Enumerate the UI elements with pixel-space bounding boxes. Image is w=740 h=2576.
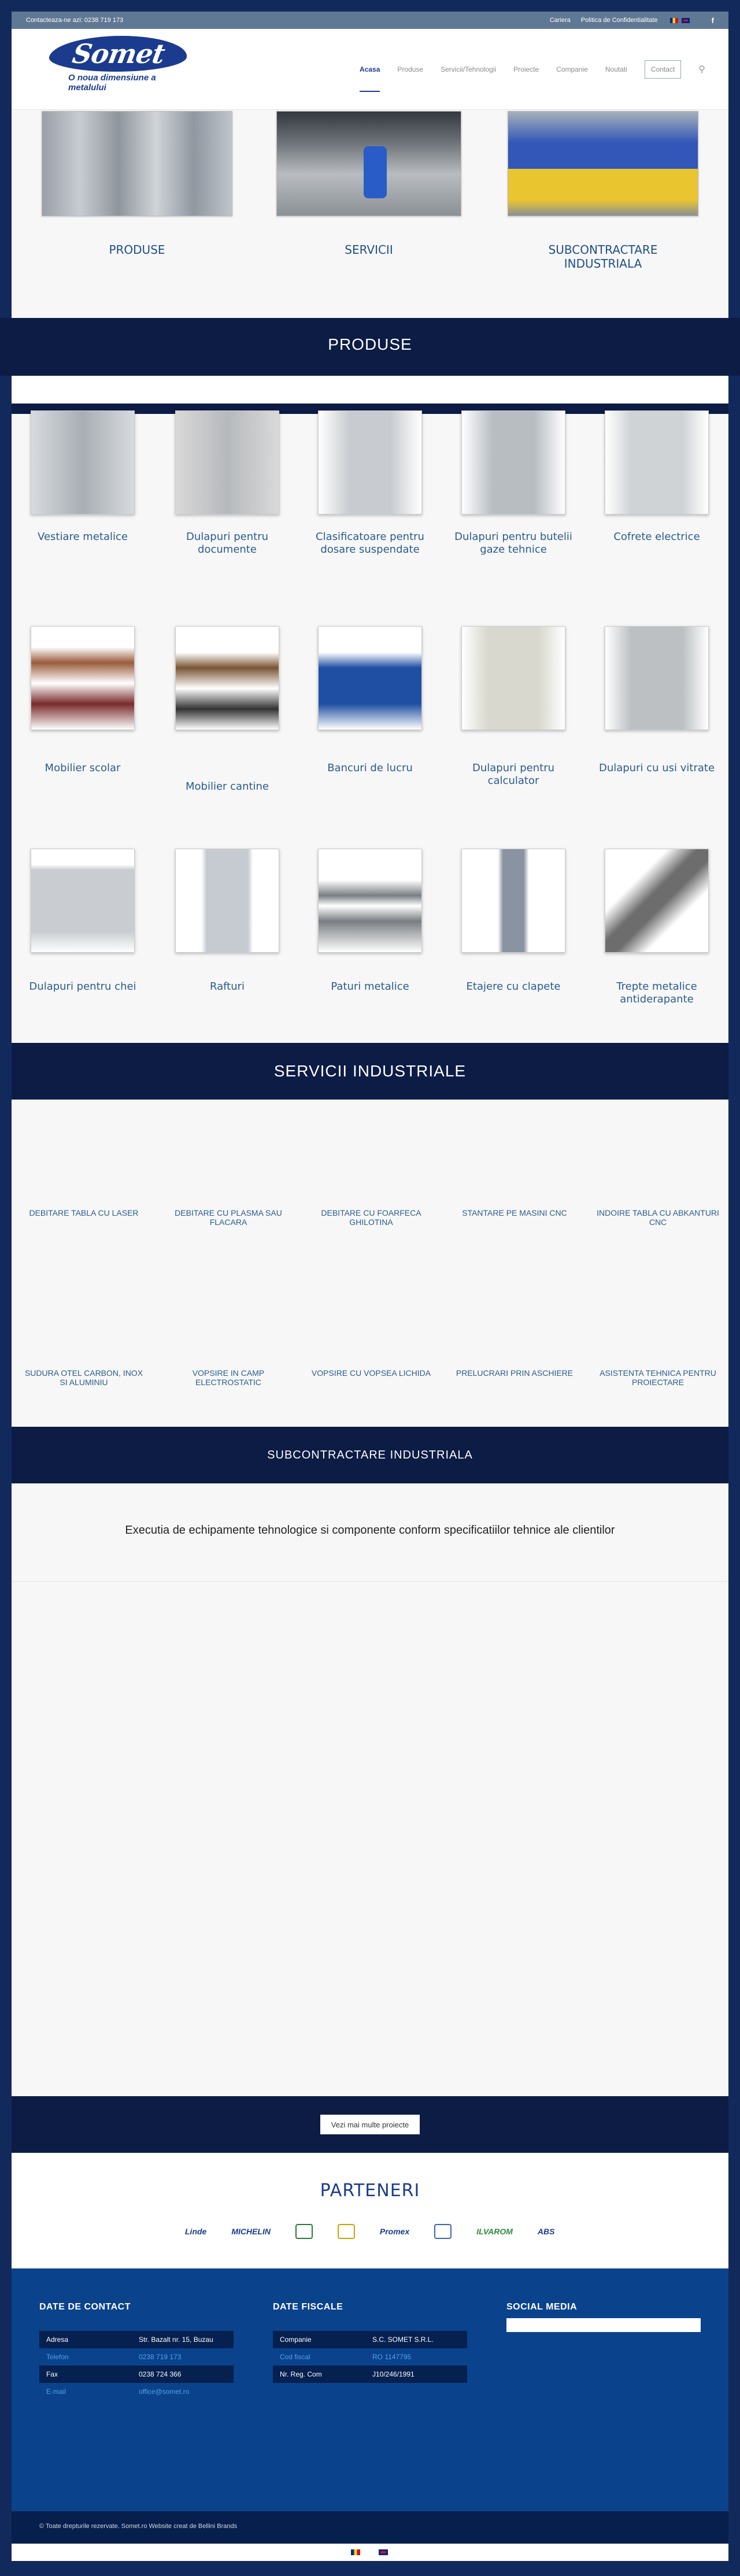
service-item[interactable]: ASISTENTA TEHNICA PENTRU PROIECTARE: [600, 1368, 716, 1387]
service-item[interactable]: DEBITARE CU FOARFECA GHILOTINA: [321, 1208, 421, 1227]
product-image[interactable]: [605, 849, 709, 953]
ro-flag-icon[interactable]: [351, 2549, 360, 2555]
product-title[interactable]: Dulapuri pentru butelii gaze tehnice: [454, 531, 572, 556]
language-flags[interactable]: [668, 17, 690, 24]
servicii-heading: SERVICII INDUSTRIALE: [12, 1043, 728, 1100]
product-image[interactable]: [318, 626, 422, 730]
projects-gallery-area: [12, 1582, 728, 2096]
fiscal-table: [273, 2331, 467, 2383]
product-title[interactable]: Cofrete electrice: [613, 531, 700, 543]
info-key: Cod fiscal: [273, 2348, 365, 2366]
products-section: [12, 376, 728, 1043]
info-value: S.C. SOMET S.R.L.: [365, 2331, 467, 2348]
partner-logo[interactable]: [434, 2224, 452, 2239]
product-image[interactable]: [605, 626, 709, 730]
service-item[interactable]: PRELUCRARI PRIN ASCHIERE: [456, 1368, 574, 1378]
subcontractare-heading: SUBCONTRACTARE INDUSTRIALA: [12, 1427, 728, 1483]
product-title[interactable]: Dulapuri pentru chei: [29, 980, 136, 993]
intro-servicii-title[interactable]: SERVICII: [345, 243, 393, 257]
produse-heading: PRODUSE: [0, 318, 740, 376]
service-item[interactable]: DEBITARE CU PLASMA SAU FLACARA: [175, 1208, 282, 1227]
copyright-bar: [12, 2511, 728, 2544]
logo-tagline: O noua dimensiune a metalului: [68, 73, 156, 92]
partners-title: PARTENERI: [320, 2181, 420, 2201]
product-image[interactable]: [318, 410, 422, 515]
product-title[interactable]: Dulapuri cu usi vitrate: [598, 762, 715, 774]
info-row: [273, 2366, 467, 2383]
nav-contact-button[interactable]: Contact: [645, 60, 681, 79]
service-item[interactable]: SUDURA OTEL CARBON, INOX SI ALUMINIU: [24, 1368, 143, 1387]
info-key: E-mail: [39, 2383, 132, 2400]
intro-produse-title[interactable]: PRODUSE: [109, 243, 165, 257]
product-image[interactable]: [175, 626, 279, 730]
subcontract-text: Executia de echipamente tehnologice si componente conform specificatiilor tehnice ale clientilor: [125, 1524, 615, 1537]
products-strip: [12, 376, 728, 405]
product-title[interactable]: Mobilier scolar: [45, 762, 121, 774]
partner-logo[interactable]: [295, 2224, 313, 2239]
site-header: [12, 29, 728, 110]
product-title[interactable]: Vestiare metalice: [38, 531, 128, 543]
footer: [12, 2268, 728, 2511]
produse-photo[interactable]: [42, 111, 232, 216]
privacy-link[interactable]: Politica de Confidentialitate: [580, 17, 658, 24]
info-row: [39, 2366, 234, 2383]
product-image[interactable]: [461, 410, 565, 515]
ro-flag-icon[interactable]: [670, 18, 678, 23]
more-projects-band: [12, 2096, 728, 2153]
nav-produse[interactable]: Produse: [397, 65, 424, 73]
service-item[interactable]: STANTARE PE MASINI CNC: [462, 1208, 567, 1217]
partner-logo[interactable]: ILVAROM: [476, 2227, 513, 2236]
info-key: Adresa: [39, 2331, 132, 2348]
logo-wordmark: Somet: [47, 36, 191, 72]
info-key: Companie: [273, 2331, 365, 2348]
facebook-icon[interactable]: f: [711, 16, 714, 25]
info-value: 0238 724 366: [132, 2366, 234, 2383]
product-image[interactable]: [175, 849, 279, 953]
service-item[interactable]: DEBITARE TABLA CU LASER: [29, 1208, 139, 1217]
info-value[interactable]: 0238 719 173: [132, 2348, 234, 2366]
intro-subcontractare-title[interactable]: SUBCONTRACTARE INDUSTRIALA: [548, 243, 658, 271]
product-title[interactable]: Dulapuri pentru documente: [186, 531, 269, 556]
product-title[interactable]: Clasificatoare pentru dosare suspendate: [316, 531, 424, 556]
product-image[interactable]: [318, 849, 422, 953]
services-section: [12, 1100, 728, 1427]
nav-proiecte[interactable]: Proiecte: [513, 65, 539, 73]
product-image[interactable]: [31, 626, 135, 730]
subcontract-intro: [12, 1483, 728, 1582]
partner-logo[interactable]: [338, 2224, 355, 2239]
contact-table: [39, 2331, 234, 2400]
en-flag-icon[interactable]: [379, 2549, 388, 2555]
nav-noutati[interactable]: Noutati: [605, 65, 627, 73]
info-row: [39, 2383, 234, 2400]
info-value: J10/246/1991: [365, 2366, 467, 2383]
product-image[interactable]: [605, 410, 709, 515]
servicii-photo[interactable]: [276, 111, 461, 216]
somet-logo[interactable]: [45, 35, 195, 92]
product-image[interactable]: [31, 410, 135, 515]
product-title[interactable]: Dulapuri pentru calculator: [472, 762, 555, 787]
product-image[interactable]: [175, 410, 279, 515]
info-row: [39, 2331, 234, 2348]
partner-logo[interactable]: Promex: [379, 2227, 410, 2236]
info-value[interactable]: RO 1147795: [365, 2348, 467, 2366]
service-item[interactable]: VOPSIRE CU VOPSEA LICHIDA: [311, 1368, 431, 1378]
product-image[interactable]: [31, 849, 135, 953]
info-key: Fax: [39, 2366, 132, 2383]
product-title[interactable]: Etajere cu clapete: [466, 980, 561, 993]
careers-link[interactable]: Cariera: [549, 17, 571, 24]
partner-logo[interactable]: Linde: [185, 2227, 207, 2236]
product-image[interactable]: [461, 849, 565, 953]
info-row: [273, 2331, 467, 2348]
partner-logo[interactable]: ABS: [537, 2227, 555, 2236]
product-title[interactable]: Trepte metalice antiderapante: [616, 980, 697, 1005]
service-item[interactable]: VOPSIRE IN CAMP ELECTROSTATIC: [192, 1368, 265, 1387]
info-key: Nr. Reg. Com: [273, 2366, 365, 2383]
product-image[interactable]: [461, 626, 565, 730]
info-key: Telefon: [39, 2348, 132, 2366]
info-value[interactable]: office@somet.ro: [132, 2383, 234, 2400]
more-projects-button[interactable]: Vezi mai multe proiecte: [320, 2115, 420, 2134]
intro-section: [12, 110, 728, 318]
main-nav: [360, 46, 705, 92]
top-bar: [12, 12, 728, 29]
language-bar: [12, 2544, 728, 2561]
contact-title: DATE DE CONTACT: [39, 2302, 131, 2312]
service-item[interactable]: INDOIRE TABLA CU ABKANTURI CNC: [597, 1208, 719, 1227]
partner-logo[interactable]: MICHELIN: [231, 2227, 271, 2236]
subcontractare-photo[interactable]: [508, 111, 698, 216]
nav-servicii[interactable]: Servicii/Tehnologii: [441, 65, 497, 73]
info-row: [273, 2348, 467, 2366]
social-title: SOCIAL MEDIA: [506, 2302, 578, 2312]
product-title[interactable]: Paturi metalice: [331, 980, 409, 993]
nav-acasa[interactable]: Acasa: [360, 47, 380, 92]
product-title[interactable]: Rafturi: [209, 980, 245, 993]
info-row: [39, 2348, 234, 2366]
social-widget[interactable]: [506, 2318, 701, 2332]
nav-companie[interactable]: Companie: [556, 65, 588, 73]
product-title[interactable]: Mobilier cantine: [185, 780, 269, 793]
en-flag-icon[interactable]: [682, 18, 690, 23]
search-icon[interactable]: ⚲: [698, 65, 705, 75]
partners-section: [12, 2153, 728, 2268]
product-title[interactable]: Bancuri de lucru: [327, 762, 413, 774]
fiscal-title: DATE FISCALE: [273, 2302, 343, 2312]
info-value: Str. Bazalt nr. 15, Buzau: [132, 2331, 234, 2348]
copyright-text: © Toate drepturile rezervate. Somet.ro Website creat de Bellini Brands: [39, 2523, 238, 2530]
contact-phone-text: Contacteaza-ne azi: 0238 719 173: [26, 17, 124, 24]
